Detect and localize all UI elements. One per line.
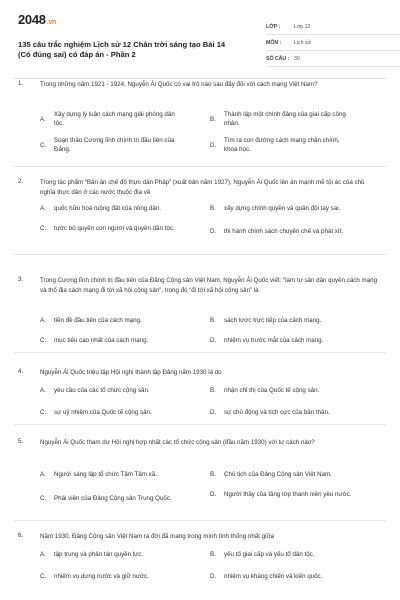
meta-row-question-count [266,51,400,67]
option-text: nhận chỉ thị của Quốc tế cộng sản. [224,387,320,394]
option-text: yếu tố giai cấp và yếu tố dân tộc. [224,551,315,558]
option-text: quốc hữu hoá ruộng đất của nông dân. [54,205,162,212]
option-d[interactable] [210,490,352,499]
option-letter: D. [210,141,217,149]
meta-key: LỚP : [266,23,281,30]
option-letter: B. [210,317,216,324]
meta-key: MÔN : [266,39,282,46]
option-b[interactable] [210,470,384,479]
option-text: Chủ tịch của Đảng Cộng sản Việt Nam. [224,471,332,478]
question-divider [14,424,386,425]
document-title [18,40,233,60]
option-letter: D. [210,491,217,498]
logo-text: 2048 [18,12,46,27]
option-letter: A. [40,317,46,324]
option-b[interactable] [210,386,384,395]
question-divider [14,166,386,167]
question-number: 5. [18,438,24,445]
option-letter: C. [40,409,47,416]
option-letter: B. [210,387,216,394]
option-b[interactable] [210,110,354,128]
option-a[interactable] [40,386,204,395]
option-a[interactable] [40,470,204,479]
question-divider [14,254,386,255]
option-c[interactable] [40,136,184,154]
option-text: sự uỷ nhiệm của Quốc tế cộng sản. [54,409,152,416]
option-text: Người thầy của tầng lớp thanh niên yêu nước. [224,491,352,498]
option-a[interactable] [40,110,184,128]
question-number: 4. [18,368,24,375]
meta-value: Lịch sử [294,39,312,46]
option-letter: D. [210,228,217,235]
document-title-line-2: (Có đúng sai) có đáp án - Phần 2 [18,50,136,59]
option-text: thi hành chính sách chuyên chế và phát xít. [224,228,344,235]
option-text: tiền đề đầu tiên của cách mạng. [54,317,142,324]
option-d[interactable] [210,227,384,236]
option-letter: A. [40,471,46,478]
option-text: sách lược trực tiếp của cách mạng. [224,317,322,324]
question-number: 1. [18,80,24,87]
question-number: 6. [18,532,24,539]
meta-value: Lớp 12 [294,23,311,30]
document-header [14,10,386,79]
option-a[interactable] [40,204,204,213]
option-letter: C. [40,141,47,149]
question-text: Trong những năm 1921 - 1924, Nguyễn Ái Quốc có vai trò nào sau đây đối với cách mạng Việt Nam? [40,81,318,88]
question-text: Năm 1930, Đảng Cộng sản Việt Nam ra đời đã mang trong mình tính thống nhất giữa [40,533,275,540]
question-text: Trong Cương lĩnh chính trị đầu tiên của Đảng Cộng sản Việt Nam, Nguyễn Ái Quốc viết: “làm tư sản dân quyền cách mạng và thổ địa cách mạng đi tới xã hội cộng sản”, trong đó “đi tới xã hội cộng sản” là [40,277,378,294]
logo-suffix: .vn [46,19,56,26]
option-d[interactable] [210,572,384,581]
option-a[interactable] [40,316,204,325]
option-letter: A. [40,551,46,558]
option-text: Phái viên của Đảng Cộng sản Trung Quốc. [54,495,172,502]
question-text: Trong tác phẩm “Bản án chế độ thực dân Pháp” (xuất bản năm 1927), Nguyễn Ái Quốc lên án mạnh mẽ tội ác của chủ nghĩa thực dân ở các nước thuộc địa về [40,179,365,196]
question-divider [14,352,386,353]
option-d[interactable] [210,408,384,417]
question-text: Nguyễn Ái Quốc triệu tập Hội nghị thành lập Đảng năm 1930 là do [40,369,222,376]
option-letter: D. [210,337,217,344]
option-d[interactable] [210,136,354,154]
option-letter: A. [40,387,46,394]
meta-row-class [266,19,400,35]
meta-key: SỐ CÂU : [266,55,290,62]
question-number: 2. [18,178,24,185]
option-text: tập trung và phân tán quyền lực. [54,551,144,558]
option-text: Xây dựng lý luận cách mạng giải phóng dân tộc. [54,111,175,127]
site-logo[interactable] [18,12,56,27]
option-text: Soạn thảo Cương lĩnh chính trị đầu tiên của Đảng. [54,137,175,153]
option-letter: B. [210,115,216,123]
option-letter: C. [40,495,47,502]
meta-row-subject [266,35,400,51]
option-b[interactable] [210,204,384,213]
option-b[interactable] [210,316,384,325]
document-title-line-1: 135 câu trắc nghiệm Lịch sử 12 Chân trời sáng tạo Bài 14 [18,40,226,49]
question-number: 3. [18,276,24,283]
option-letter: B. [210,205,216,212]
option-c[interactable] [40,494,210,503]
option-letter: A. [40,205,46,212]
option-letter: C. [40,337,47,344]
option-letter: C. [40,573,47,580]
option-c[interactable] [40,336,204,345]
option-text: tước bỏ quyền con người và quyền dân tộc. [54,225,175,232]
option-letter: A. [40,115,46,123]
option-text: Thành lập một chính đảng của giai cấp công nhân. [224,111,346,127]
document-meta [266,19,400,67]
option-text: Tìm ra con đường cách mạng chân chính, khoa học. [224,137,340,153]
option-text: mục tiêu cao nhất của cách mạng. [54,337,149,344]
option-text: nhiệm vụ kháng chiến và kiến quốc. [224,573,323,580]
option-letter: B. [210,471,216,478]
option-text: nhiệm vụ dựng nước và giữ nước. [54,573,149,580]
option-letter: C. [40,225,47,232]
option-text: Người sáng lập tổ chức Tâm Tâm xã. [54,471,157,478]
meta-value: 30 [294,55,300,62]
option-a[interactable] [40,550,204,559]
option-c[interactable] [40,572,204,581]
option-text: yêu cầu của các tổ chức cộng sản. [54,387,150,394]
option-d[interactable] [210,336,384,345]
question-divider [14,520,386,521]
option-c[interactable] [40,224,184,233]
option-c[interactable] [40,408,204,417]
question-text: Nguyễn Ái Quốc tham dự Hội nghị hợp nhất các tổ chức cộng sản (đầu năm 1930) với tư cách nào? [40,439,315,446]
option-text: sự chủ động và tích cực của bản thân. [224,409,330,416]
option-letter: D. [210,409,217,416]
option-letter: D. [210,573,217,580]
option-letter: B. [210,551,216,558]
option-text: nhiệm vụ trước mắt của cách mạng. [224,337,324,344]
option-text: xây dựng chính quyền và quân đội tay sai. [224,205,341,212]
option-b[interactable] [210,550,384,559]
